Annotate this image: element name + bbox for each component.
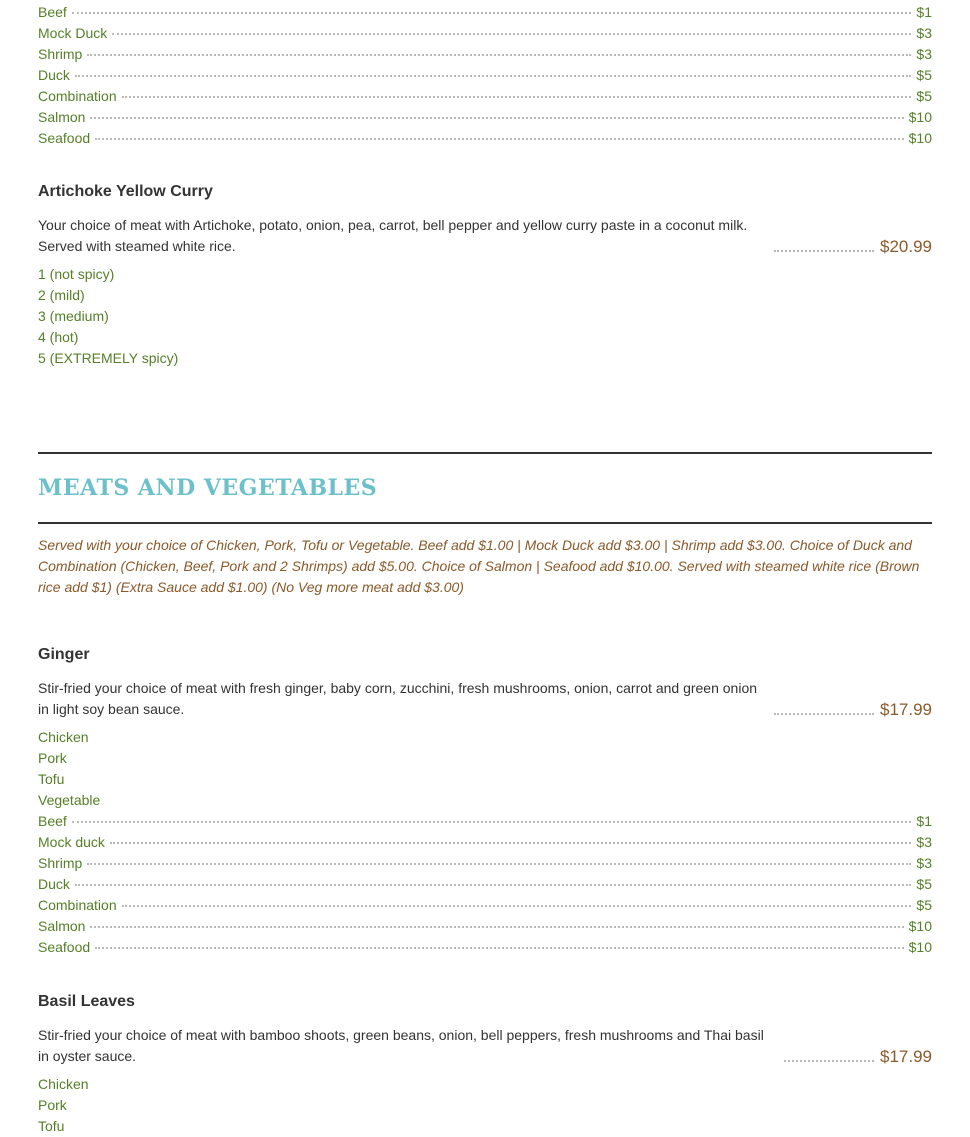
spice-level: 4 (hot) <box>38 329 79 345</box>
section-title: MEATS AND VEGETABLES <box>38 475 378 501</box>
dot-leader <box>72 821 912 823</box>
option-row <box>38 44 932 65</box>
dot-leader <box>774 713 874 715</box>
section-note: Served with your choice of Chicken, Pork, Tofu or Vegetable. Beef add $1.00 | Mock Duck add $3.00 | Shrimp add $3.00. Choice of Duck and Combination (Chicken, Beef, Pork and 2 Shrimps) add $5.00. Choice of Salmon | Seafood add $10.00. Served with steamed white rice (Brown rice add $1) (Extra Sauce add $1.00) (No Veg more meat add $3.00) <box>38 537 920 595</box>
spice-level-list <box>38 264 932 369</box>
item-price: $17.99 <box>880 1047 932 1066</box>
option-label: Mock duck <box>38 834 105 850</box>
option-price: $3 <box>916 46 932 62</box>
dot-leader <box>774 250 874 252</box>
option-price: $10 <box>908 918 932 934</box>
option-row <box>38 107 932 128</box>
option-label: Shrimp <box>38 855 83 871</box>
top-option-list <box>38 2 932 149</box>
option-label: Combination <box>38 897 117 913</box>
dot-leader <box>87 54 911 56</box>
item-description: Stir-fried your choice of meat with bamboo shoots, green beans, onion, bell peppers, fresh mushrooms and Thai basil in oyster sauce. <box>38 1027 764 1064</box>
dot-leader <box>122 96 912 98</box>
option-label: Beef <box>38 813 67 829</box>
item-description: Your choice of meat with Artichoke, potato, onion, pea, carrot, bell pepper and yellow curry paste in a coconut milk. Served with steamed white rice. <box>38 217 748 254</box>
dot-leader <box>90 117 903 119</box>
option-label: Salmon <box>38 918 86 934</box>
dot-leader <box>72 12 912 14</box>
base-option-list <box>38 1074 932 1137</box>
dot-leader <box>75 884 912 886</box>
option-row <box>38 832 932 853</box>
dot-leader <box>95 947 903 949</box>
option-row <box>38 86 932 107</box>
option-price: $5 <box>916 876 932 892</box>
item-title: Ginger <box>38 646 90 663</box>
menu-item-ginger <box>38 645 932 958</box>
spice-level: 2 (mild) <box>38 287 85 303</box>
option-price: $1 <box>916 4 932 20</box>
base-option-list <box>38 727 932 811</box>
option-row <box>38 916 932 937</box>
option-price: $10 <box>908 109 932 125</box>
section-meats-and-vegetables <box>38 452 932 598</box>
option-label: Salmon <box>38 109 86 125</box>
item-description: Stir-fried your choice of meat with fresh ginger, baby corn, zucchini, fresh mushrooms, onion, carrot and green onion in light soy bean sauce. <box>38 680 758 717</box>
item-price: $17.99 <box>880 700 932 719</box>
menu-item-basil-leaves <box>38 992 932 1137</box>
menu-item-artichoke <box>38 182 932 369</box>
option-label: Seafood <box>38 130 91 146</box>
base-option: Pork <box>38 1097 67 1113</box>
base-option: Tofu <box>38 771 65 787</box>
base-option: Tofu <box>38 1118 65 1134</box>
option-price: $5 <box>916 67 932 83</box>
option-label: Beef <box>38 4 67 20</box>
option-row <box>38 65 932 86</box>
option-price: $10 <box>908 939 932 955</box>
spice-level: 5 (EXTREMELY spicy) <box>38 350 179 366</box>
dot-leader <box>90 926 903 928</box>
option-price: $3 <box>916 834 932 850</box>
item-description-row <box>38 678 932 720</box>
option-label: Combination <box>38 88 117 104</box>
dot-leader <box>112 33 911 35</box>
base-option: Pork <box>38 750 67 766</box>
dot-leader <box>784 1060 874 1062</box>
option-row <box>38 811 932 832</box>
base-option: Chicken <box>38 729 89 745</box>
option-label: Shrimp <box>38 46 83 62</box>
option-row <box>38 23 932 44</box>
spice-level: 3 (medium) <box>38 308 109 324</box>
option-label: Duck <box>38 876 70 892</box>
option-row <box>38 874 932 895</box>
dot-leader <box>122 905 912 907</box>
dot-leader <box>75 75 912 77</box>
menu-page <box>38 0 932 1137</box>
option-row <box>38 2 932 23</box>
option-label: Mock Duck <box>38 25 108 41</box>
option-price: $10 <box>908 130 932 146</box>
item-title: Artichoke Yellow Curry <box>38 183 213 200</box>
base-option: Chicken <box>38 1076 89 1092</box>
option-list <box>38 811 932 958</box>
item-title: Basil Leaves <box>38 993 135 1010</box>
item-price: $20.99 <box>880 237 932 256</box>
spice-level: 1 (not spicy) <box>38 266 115 282</box>
item-description-row <box>38 1025 932 1067</box>
item-description-row <box>38 215 932 257</box>
option-label: Seafood <box>38 939 91 955</box>
option-price: $5 <box>916 897 932 913</box>
dot-leader <box>87 863 911 865</box>
option-price: $3 <box>916 855 932 871</box>
dot-leader <box>110 842 912 844</box>
option-price: $1 <box>916 813 932 829</box>
option-row <box>38 937 932 958</box>
option-row <box>38 128 932 149</box>
option-price: $5 <box>916 88 932 104</box>
section-bottom-rule <box>38 522 932 524</box>
base-option: Vegetable <box>38 792 101 808</box>
dot-leader <box>95 138 903 140</box>
option-label: Duck <box>38 67 70 83</box>
option-price: $3 <box>916 25 932 41</box>
option-row <box>38 895 932 916</box>
option-row <box>38 853 932 874</box>
